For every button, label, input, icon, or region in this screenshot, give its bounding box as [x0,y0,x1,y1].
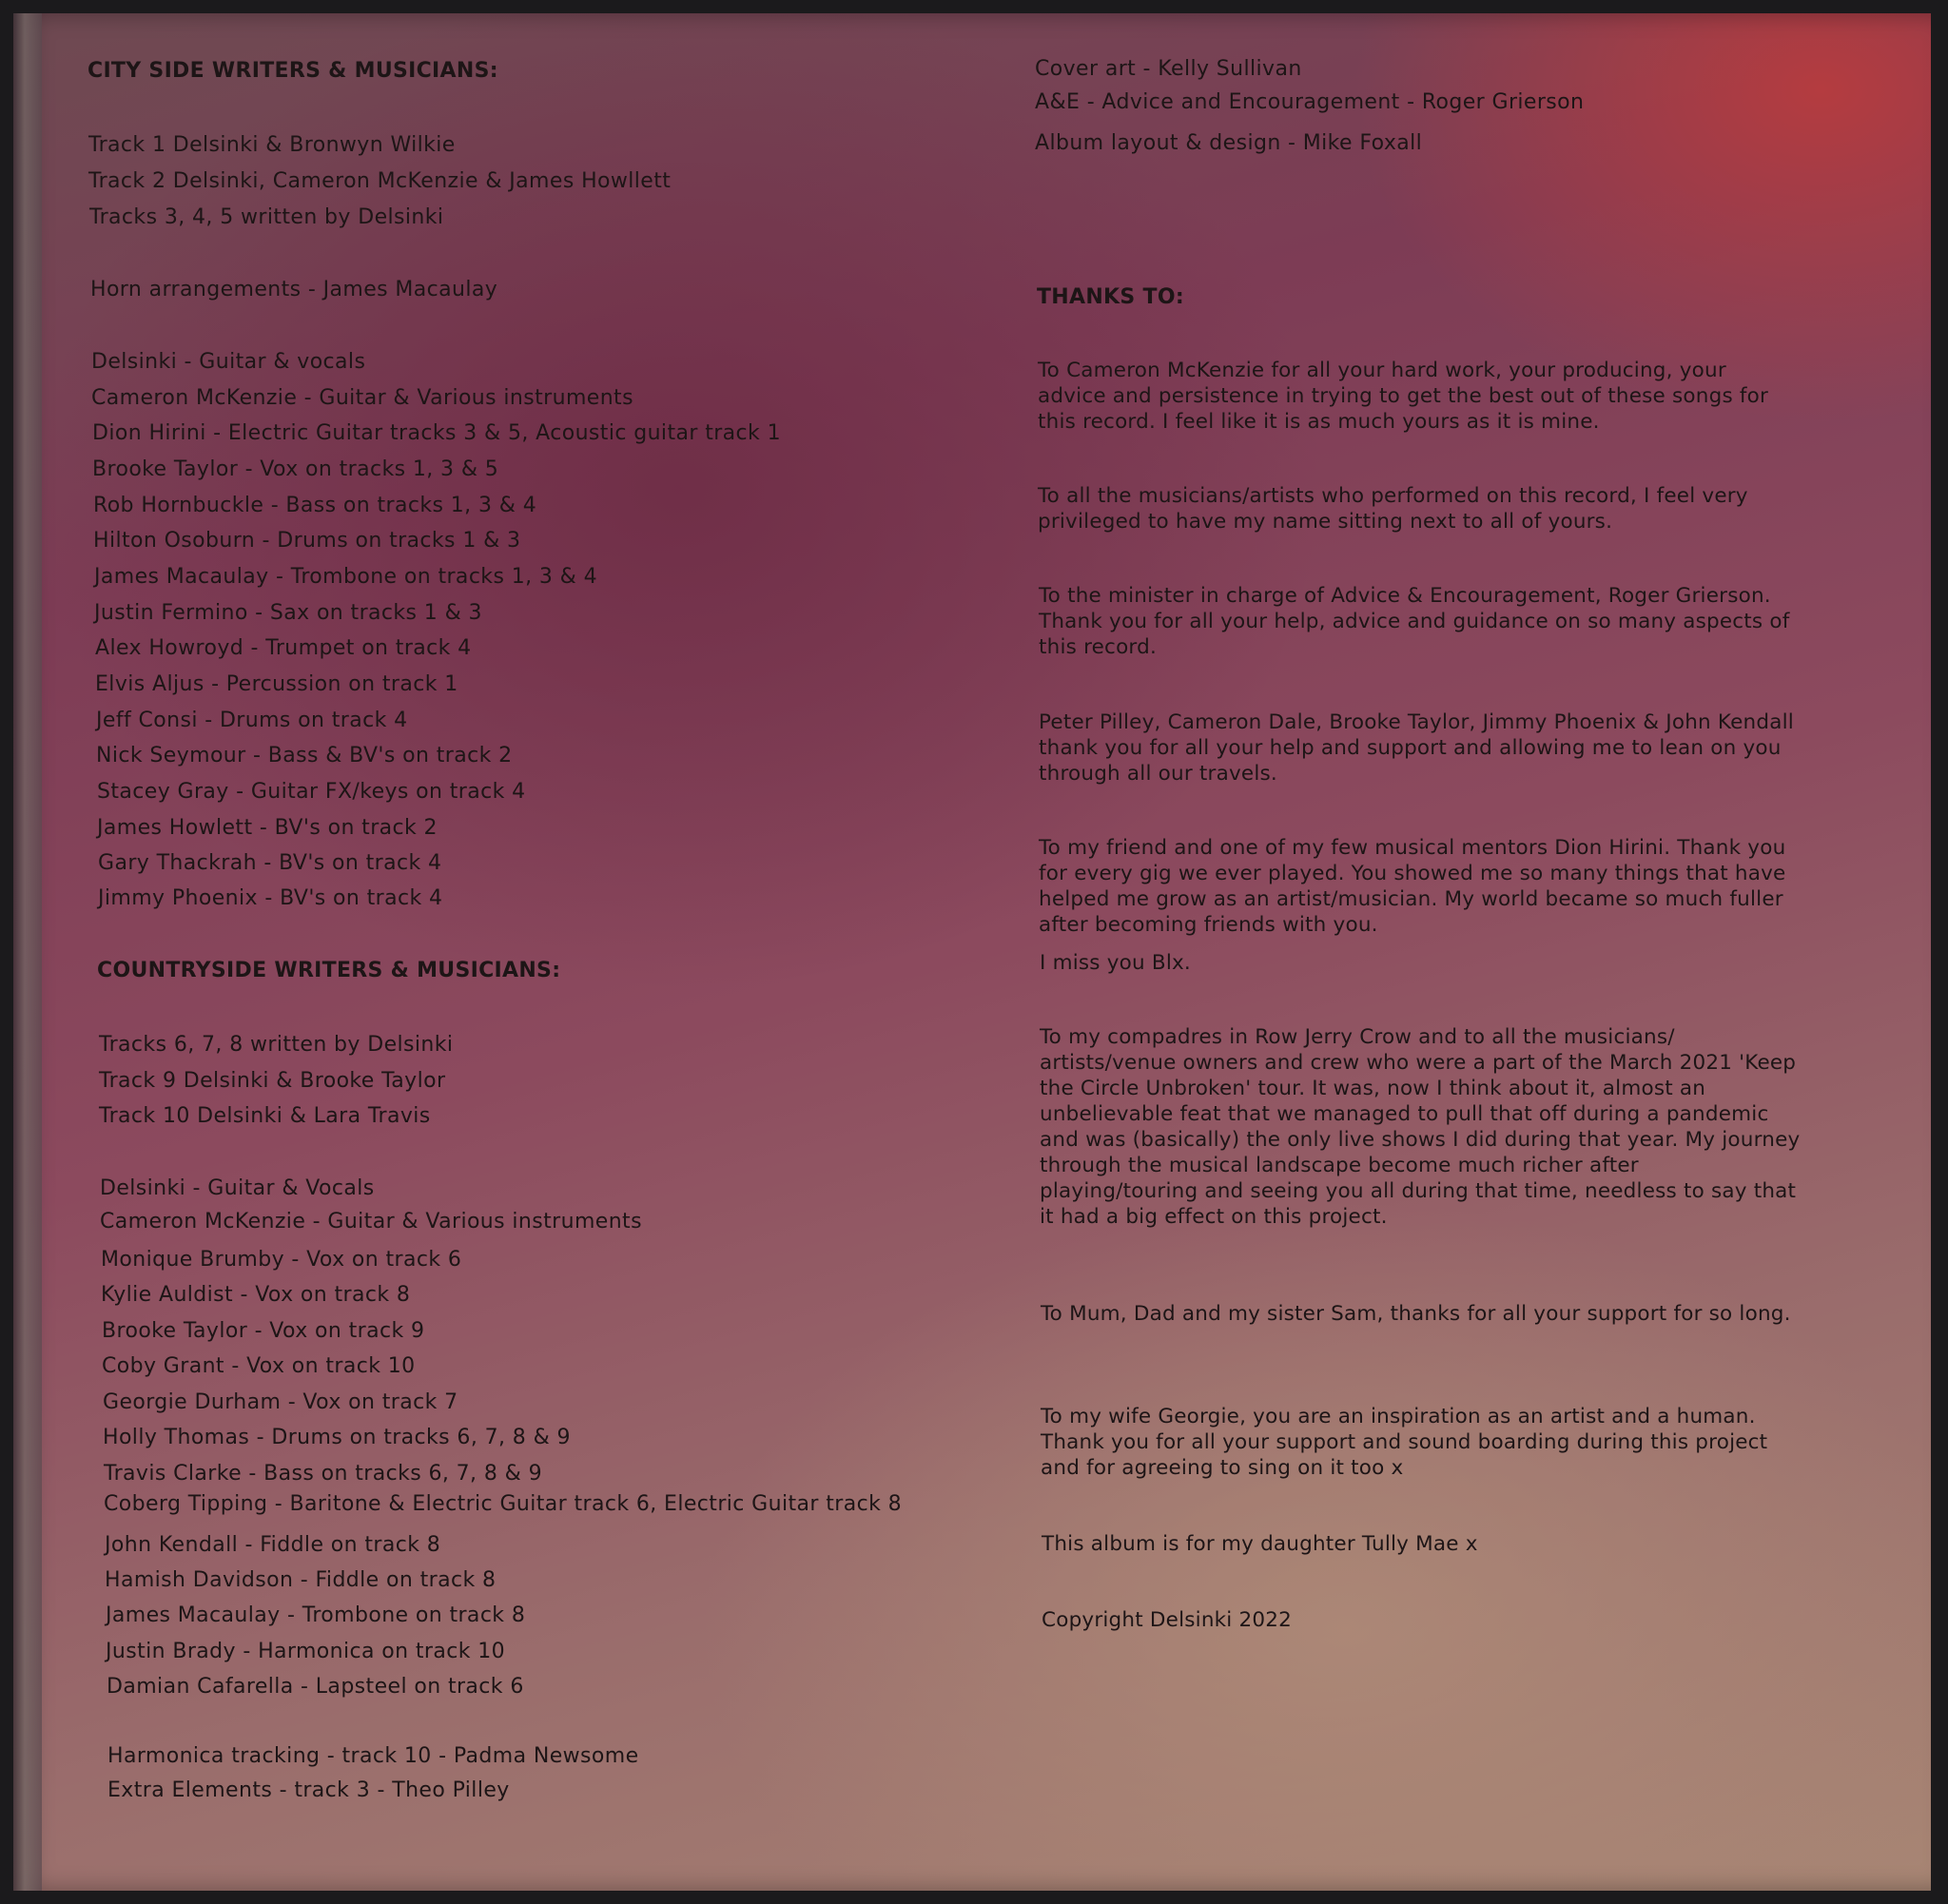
country-musician-line: Delsinki - Guitar & Vocals [100,1176,375,1200]
city-musician-line: Stacey Gray - Guitar FX/keys on track 4 [97,780,526,804]
countryside-heading: COUNTRYSIDE WRITERS & MUSICIANS: [97,959,561,982]
thanks-paragraph: To my friend and one of my few musical mentors Dion Hirini. Thank you for every gig we ever played. You showed me so many things that have helped me grow as an artist/musician. My world became so much fuller after becoming friends with you. [1039,836,1786,937]
country-musician-line: Cameron McKenzie - Guitar & Various instruments [100,1210,642,1234]
country-writer-line: Track 10 Delsinki & Lara Travis [99,1104,431,1128]
city-musician-line: Jimmy Phoenix - BV's on track 4 [98,886,443,910]
country-musician-line: Coberg Tipping - Baritone & Electric Guitar track 6, Electric Guitar track 8 [104,1492,902,1516]
thanks-heading: THANKS TO: [1037,285,1184,309]
city-writer-line: Track 1 Delsinki & Bronwyn Wilkie [88,133,456,157]
city-musician-line: Delsinki - Guitar & vocals [91,350,366,374]
city-musician-line: Rob Hornbuckle - Bass on tracks 1, 3 & 4 [93,494,537,517]
city-musician-line: Justin Fermino - Sax on tracks 1 & 3 [94,601,482,625]
country-musician-line: Kylie Auldist - Vox on track 8 [101,1283,411,1307]
city-writer-line: Tracks 3, 4, 5 written by Delsinki [89,205,444,229]
country-extra-line: Harmonica tracking - track 10 - Padma Newsome [107,1744,639,1768]
country-musician-line: Brooke Taylor - Vox on track 9 [102,1319,425,1343]
dedication-line: This album is for my daughter Tully Mae x [1042,1532,1478,1556]
thanks-paragraph: To my compadres in Row Jerry Crow and to all the musicians/ artists/venue owners and crew who were a part of the March 2021 'Keep the Circle Unbroken' tour. It was, now I think about it, almost an unbelievable feat that we managed to pull that off during a pandemic and was (basically) the only live shows I did during that year. My journey through the musical landscape become much richer after playing/touring and seeing you all during that time, needless to say that it had a big effect on this project. [1040,1025,1801,1229]
thanks-paragraph: To Mum, Dad and my sister Sam, thanks for all your support for so long. [1041,1302,1791,1326]
credit-line: Album layout & design - Mike Foxall [1035,131,1423,155]
city-musician-line: Nick Seymour - Bass & BV's on track 2 [96,744,513,767]
city-musician-line: James Macaulay - Trombone on tracks 1, 3 & 4 [94,565,598,589]
city-musician-line: Elvis Aljus - Percussion on track 1 [95,672,458,696]
city-musician-line: Brooke Taylor - Vox on tracks 1, 3 & 5 [92,457,499,481]
country-musician-line: Travis Clarke - Bass on tracks 6, 7, 8 & 9 [104,1462,542,1486]
country-musician-line: Monique Brumby - Vox on track 6 [101,1248,462,1272]
thanks-paragraph: To Cameron McKenzie for all your hard work, your producing, your advice and persistence in trying to get the best out of these songs for this record. I feel like it is as much yours as it is mine. [1038,359,1769,434]
country-musician-line: Justin Brady - Harmonica on track 10 [106,1640,506,1663]
country-musician-line: James Macaulay - Trombone on track 8 [106,1603,526,1627]
copyright-line: Copyright Delsinki 2022 [1042,1608,1293,1632]
country-musician-line: John Kendall - Fiddle on track 8 [105,1533,441,1557]
horn-arrangements-line: Horn arrangements - James Macaulay [90,278,498,301]
city-musician-line: Dion Hirini - Electric Guitar tracks 3 & 5, Acoustic guitar track 1 [92,421,781,445]
country-musician-line: Coby Grant - Vox on track 10 [102,1354,416,1378]
thanks-paragraph: To all the musicians/artists who performed on this record, I feel very privileged to have my name sitting next to all of yours. [1038,484,1748,534]
thanks-paragraph: Peter Pilley, Cameron Dale, Brooke Taylor, Jimmy Phoenix & John Kendall thank you for all your help and support and allowing me to lean on you through all our travels. [1039,710,1794,786]
country-writer-line: Track 9 Delsinki & Brooke Taylor [99,1069,446,1093]
city-side-heading: CITY SIDE WRITERS & MUSICIANS: [88,59,498,83]
city-musician-line: Gary Thackrah - BV's on track 4 [98,851,442,875]
country-extra-line: Extra Elements - track 3 - Theo Pilley [107,1778,510,1802]
country-writer-line: Tracks 6, 7, 8 written by Delsinki [99,1033,454,1057]
country-musician-line: Holly Thomas - Drums on tracks 6, 7, 8 & 9 [103,1426,571,1449]
country-musician-line: Hamish Davidson - Fiddle on track 8 [105,1568,497,1592]
country-musician-line: Damian Cafarella - Lapsteel on track 6 [107,1675,524,1699]
booklet-spine [13,13,42,1891]
credit-line: A&E - Advice and Encouragement - Roger Grierson [1035,90,1585,114]
thanks-paragraph: I miss you Blx. [1040,951,1191,975]
city-writer-line: Track 2 Delsinki, Cameron McKenzie & James Howllett [88,169,672,193]
thanks-paragraph: To my wife Georgie, you are an inspiration as an artist and a human. Thank you for all your support and sound boarding during this project and for agreeing to sing on it too x [1041,1405,1768,1480]
city-musician-line: Cameron McKenzie - Guitar & Various instruments [91,386,633,410]
city-musician-line: Hilton Osoburn - Drums on tracks 1 & 3 [93,529,521,553]
city-musician-line: Alex Howroyd - Trumpet on track 4 [95,636,472,660]
city-musician-line: James Howlett - BV's on track 2 [97,816,438,840]
city-musician-line: Jeff Consi - Drums on track 4 [96,709,408,732]
credit-line: Cover art - Kelly Sullivan [1035,57,1302,81]
thanks-paragraph: To the minister in charge of Advice & Encouragement, Roger Grierson. Thank you for all your help, advice and guidance on so many aspects of this record. [1039,584,1790,659]
booklet-page [13,13,1931,1891]
country-musician-line: Georgie Durham - Vox on track 7 [103,1390,458,1414]
